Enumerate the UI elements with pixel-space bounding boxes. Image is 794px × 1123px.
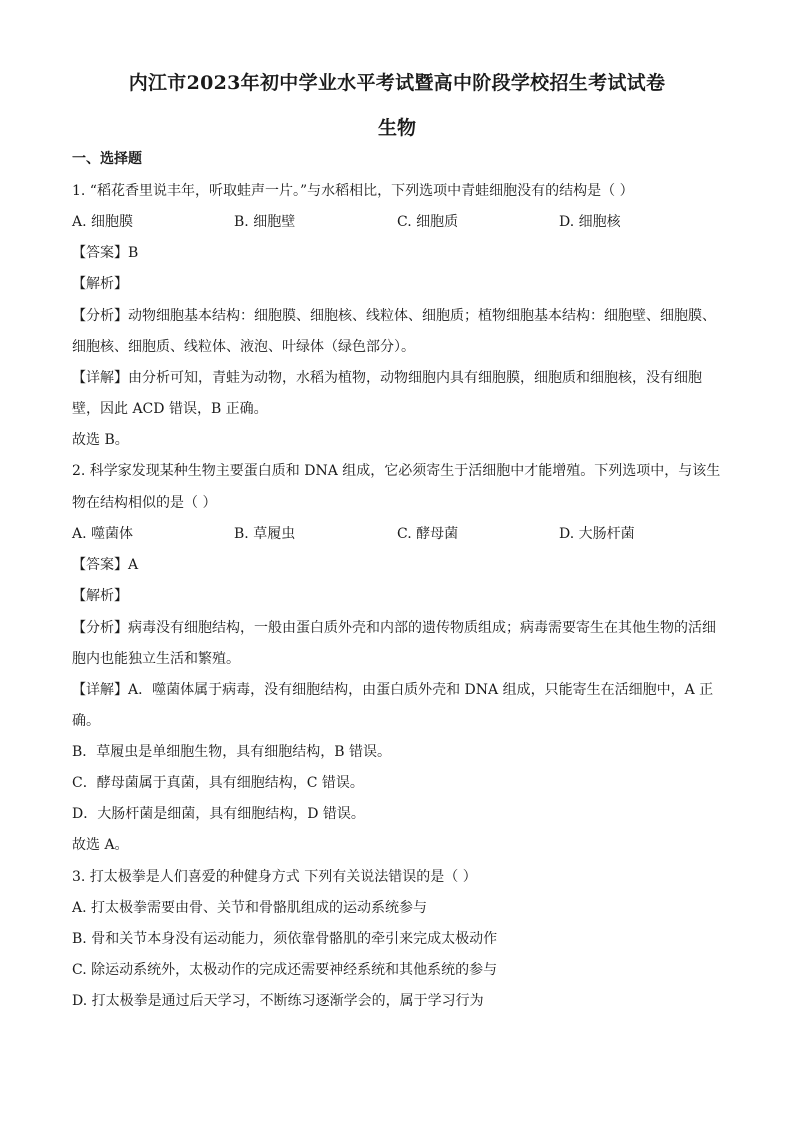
q2-detail-d: D．大肠杆菌是细菌，具有细胞结构，D 错误。: [72, 806, 365, 822]
section-heading: 一、选择题: [72, 151, 142, 167]
q3-option-c: C. 除运动系统外，太极动作的完成还需要神经系统和其他系统的参与: [72, 962, 498, 978]
q3-stem: 3. 打太极拳是人们喜爱的种健身方式 下列有关说法错误的是（ ）: [72, 869, 477, 885]
q1-option-d: D. 细胞核: [559, 214, 621, 230]
q1-analysis-line2: 细胞核、细胞质、线粒体、液泡、叶绿体（绿色部分）。: [72, 339, 415, 355]
q1-jiexi: 【解析】: [72, 276, 128, 292]
q2-stem-line2: 物在结构相似的是（ ）: [72, 495, 217, 511]
q2-option-d: D. 大肠杆菌: [559, 526, 635, 542]
exam-subject: 生物: [377, 117, 416, 139]
q1-option-c: C. 细胞质: [397, 214, 459, 230]
q2-jiexi: 【解析】: [72, 588, 128, 604]
q1-detail-line2: 壁，因此 ACD 错误，B 正确。: [72, 401, 268, 417]
exam-title: 内江市2023年初中学业水平考试暨高中阶段学校招生考试试卷: [128, 72, 666, 94]
q3-option-b: B. 骨和关节本身没有运动能力，须依靠骨骼肌的牵引来完成太极动作: [72, 931, 498, 947]
q2-detail-line2: 确。: [72, 713, 100, 729]
q1-option-b: B. 细胞壁: [234, 214, 296, 230]
q2-stem-line1: 2. 科学家发现某种生物主要蛋白质和 DNA 组成，它必须寄生于活细胞中才能增殖。下列选项中，与该生: [72, 463, 721, 479]
q3-option-a: A. 打太极拳需要由骨、关节和骨骼肌组成的运动系统参与: [72, 900, 428, 916]
q2-detail-line1: 【详解】A．噬菌体属于病毒，没有细胞结构，由蛋白质外壳和 DNA 组成，只能寄生在活细胞中，A 正: [72, 682, 714, 698]
q2-analysis-line1: 【分析】病毒没有细胞结构，一般由蛋白质外壳和内部的遗传物质组成；病毒需要寄生在其他生物的活细: [72, 620, 716, 636]
q1-stem: 1. “稻花香里说丰年，听取蛙声一片。”与水稻相比，下列选项中青蛙细胞没有的结构是（ ）: [72, 183, 634, 199]
q2-option-c: C. 酵母菌: [397, 526, 459, 542]
q1-answer: 【答案】B: [72, 245, 139, 261]
q1-conclusion: 故选 B。: [72, 432, 129, 448]
q3-option-d: D. 打太极拳是通过后天学习，不断练习逐渐学会的，属于学习行为: [72, 993, 484, 1009]
q2-detail-b: B．草履虫是单细胞生物，具有细胞结构，B 错误。: [72, 744, 392, 760]
q1-detail-line1: 【详解】由分析可知，青蛙为动物，水稻为植物，动物细胞内具有细胞膜，细胞质和细胞核，没有细胞: [72, 370, 702, 386]
q1-option-a: A. 细胞膜: [72, 214, 134, 230]
q2-option-a: A. 噬菌体: [72, 526, 134, 542]
q2-option-b: B. 草履虫: [234, 526, 296, 542]
q2-conclusion: 故选 A。: [72, 837, 129, 853]
q1-analysis-line1: 【分析】动物细胞基本结构：细胞膜、细胞核、线粒体、细胞质；植物细胞基本结构：细胞壁、细胞膜、: [72, 308, 716, 324]
q2-detail-c: C．酵母菌属于真菌，具有细胞结构，C 错误。: [72, 775, 364, 791]
q2-answer: 【答案】A: [72, 557, 139, 573]
q2-analysis-line2: 胞内也能独立生活和繁殖。: [72, 651, 240, 667]
